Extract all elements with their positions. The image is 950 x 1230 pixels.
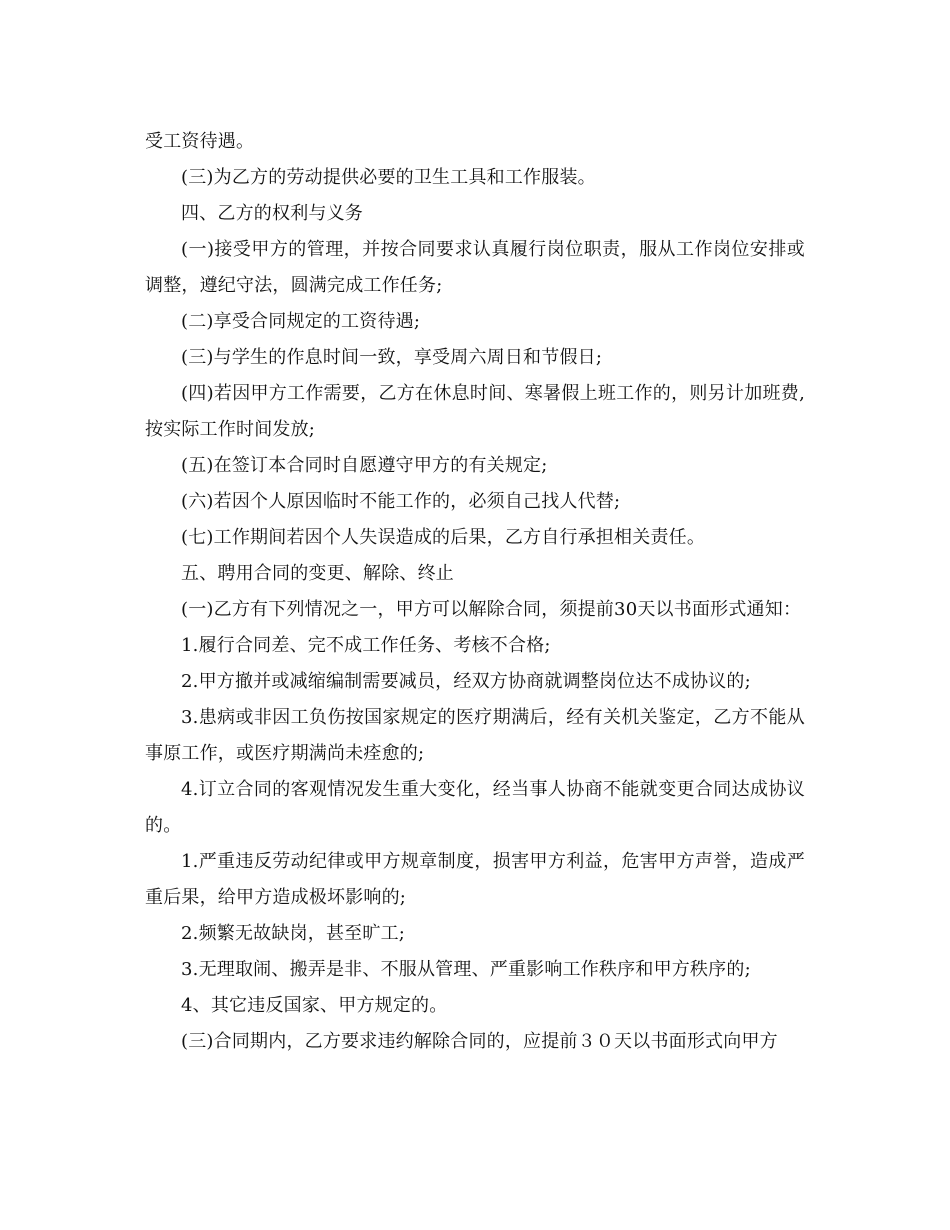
document-paragraph: (二)享受合同规定的工资待遇; [181, 311, 421, 332]
document-paragraph: 2.甲方撤并或减缩编制需要减员，经双方协商就调整岗位达不成协议的; [181, 671, 751, 692]
document-paragraph: 3.患病或非因工负伤按国家规定的医疗期满后，经有关机关鉴定，乙方不能从事原工作，或医疗期满尚未痊愈的; [145, 707, 805, 764]
document-paragraph: (五)在签订本合同时自愿遵守甲方的有关规定; [181, 455, 548, 476]
document-paragraph: (六)若因个人原因临时不能工作的，必须自己找人代替; [181, 491, 621, 512]
document-paragraph: (三)合同期内，乙方要求违约解除合同的，应提前３０天以书面形式向甲方 [181, 1031, 778, 1052]
document-paragraph: 四、乙方的权利与义务 [181, 203, 363, 224]
document-paragraph: (四)若因甲方工作需要，乙方在休息时间、寒暑假上班工作的，则另计加班费,按实际工作时间发放; [145, 383, 805, 440]
document-paragraph: 4、其它违反国家、甲方规定的。 [181, 995, 448, 1016]
document-paragraph: (三)与学生的作息时间一致，享受周六周日和节假日; [181, 347, 603, 368]
document-paragraph: 1.履行合同差、完不成工作任务、考核不合格; [181, 635, 551, 656]
document-paragraph: 3.无理取闹、搬弄是非、不服从管理、严重影响工作秩序和甲方秩序的; [181, 959, 751, 980]
document-paragraph: (一)乙方有下列情况之一，甲方可以解除合同，须提前30天以书面形式通知： [181, 599, 802, 620]
document-paragraph: (七)工作期间若因个人失误造成的后果，乙方自行承担相关责任。 [181, 527, 706, 548]
document-paragraph: 2.频繁无故缺岗，甚至旷工; [181, 923, 406, 944]
document-paragraph: 五、聘用合同的变更、解除、终止 [181, 563, 454, 584]
document-paragraph: (一)接受甲方的管理，并按合同要求认真履行岗位职责，服从工作岗位安排或调整，遵纪守法，圆满完成工作任务; [145, 239, 805, 296]
document-paragraph: 1.严重违反劳动纪律或甲方规章制度，损害甲方利益，危害甲方声誉，造成严重后果，给甲方造成极坏影响的; [145, 851, 805, 908]
document-body [145, 124, 805, 1060]
document-paragraph: 受工资待遇。 [145, 131, 255, 152]
document-paragraph: 4.订立合同的客观情况发生重大变化，经当事人协商不能就变更合同达成协议的。 [145, 779, 805, 836]
document-paragraph: (三)为乙方的劳动提供必要的卫生工具和工作服装。 [181, 167, 596, 188]
